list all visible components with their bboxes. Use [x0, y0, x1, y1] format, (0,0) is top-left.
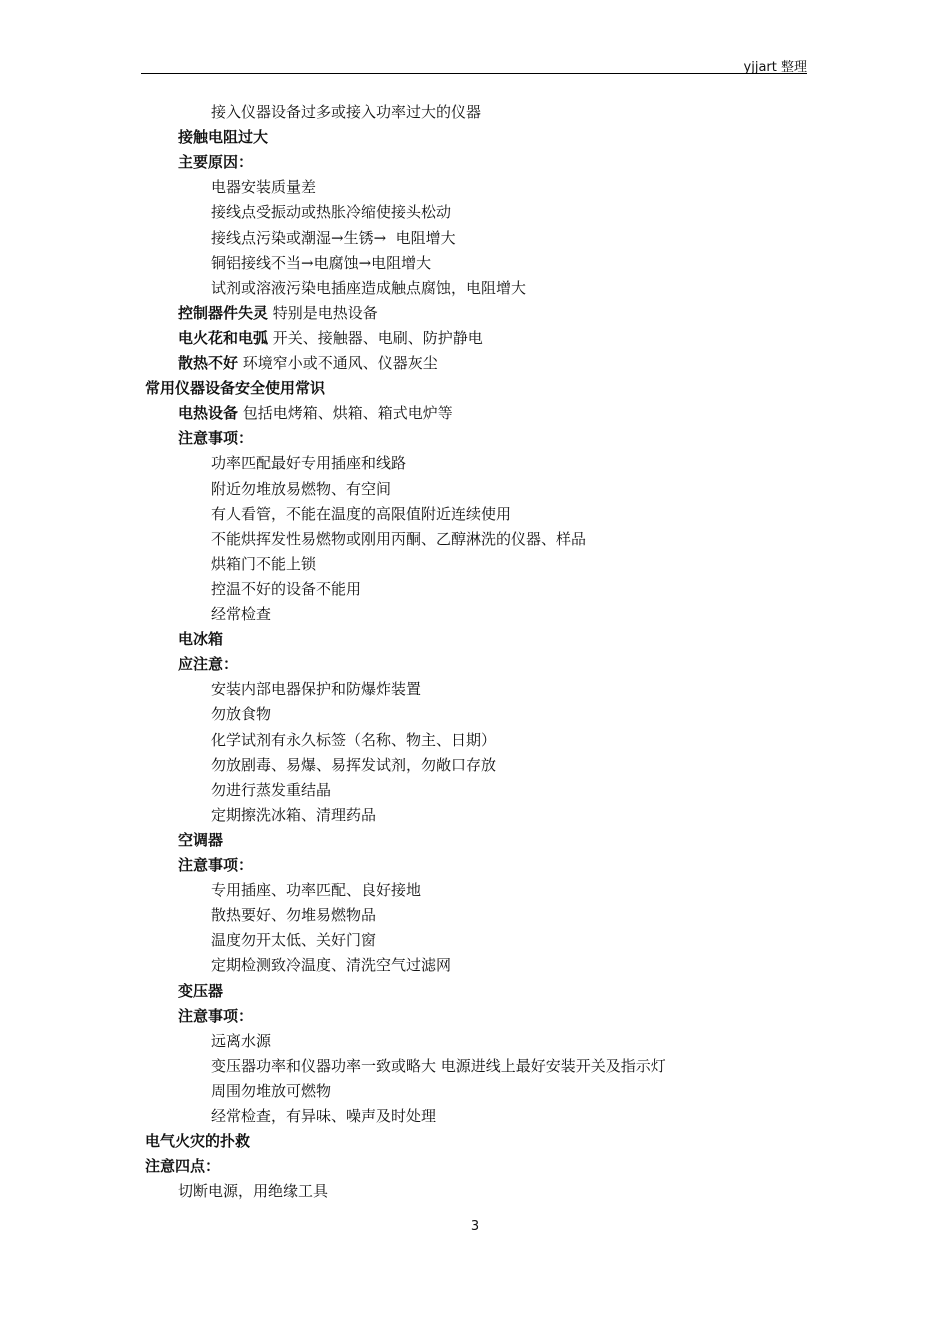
text-line [211, 577, 361, 602]
line-heading: 主要原因： [178, 153, 254, 172]
line-text: 周围勿堆放可燃物 [211, 1081, 332, 1100]
line-heading: 空调器 [178, 830, 224, 849]
text-line [211, 928, 376, 953]
text-line [178, 652, 238, 677]
text-line [178, 351, 438, 376]
text-line [178, 150, 253, 175]
line-heading: 散热不好 [178, 354, 239, 372]
text-line [211, 100, 481, 125]
text-line [178, 828, 223, 853]
line-text: 勿放剧毒、易爆、易挥发试剂，勿敞口存放 [211, 755, 497, 774]
line-text: 安装内部电器保护和防爆炸装置 [211, 680, 422, 699]
page-number: 3 [470, 1219, 480, 1234]
line-heading: 接触电阻过大 [178, 128, 269, 147]
line-heading: 变压器 [178, 981, 224, 1000]
text-line [211, 200, 451, 225]
text-line [211, 602, 271, 627]
line-text: 电器安装质量差 [211, 178, 317, 197]
line-text: 接入仪器设备过多或接入功率过大的仪器 [211, 103, 482, 121]
text-line [211, 226, 456, 251]
line-heading: 注意四点： [145, 1157, 221, 1176]
text-line [211, 1104, 436, 1129]
text-line [211, 953, 451, 978]
text-line [178, 1179, 328, 1204]
text-line [211, 778, 331, 803]
line-heading: 应注意： [178, 655, 239, 674]
text-line [178, 627, 223, 652]
text-line [178, 301, 378, 326]
line-text: 环境窄小或不通风、仪器灰尘 [238, 354, 438, 372]
text-line [145, 1154, 220, 1179]
line-text: 包括电烤箱、烘箱、箱式电炉等 [238, 404, 453, 423]
text-line [178, 326, 483, 351]
line-text: 不能烘挥发性易燃物或刚用丙酮、乙醇淋洗的仪器、样品 [211, 529, 587, 548]
line-text: 化学试剂有永久标签（名称、物主、日期） [211, 730, 497, 749]
text-line [178, 853, 253, 878]
text-line [211, 527, 586, 552]
line-heading: 常用仪器设备安全使用常识 [145, 379, 326, 398]
line-text: 有人看管，不能在温度的高限值附近连续使用 [211, 504, 512, 523]
text-line [211, 276, 526, 301]
line-text: 定期擦洗冰箱、清理药品 [211, 805, 377, 824]
line-text: 专用插座、功率匹配、良好接地 [211, 881, 422, 900]
line-heading: 注意事项： [178, 856, 254, 874]
line-text: 特别是电热设备 [268, 303, 378, 322]
line-text: 开关、接触器、电刷、防护静电 [268, 328, 483, 347]
text-line [211, 677, 421, 702]
line-text: 定期检测致冷温度、清洗空气过滤网 [211, 956, 452, 975]
text-line [211, 903, 376, 928]
text-line [211, 451, 406, 476]
text-line [211, 175, 316, 200]
line-text: 功率匹配最好专用插座和线路 [211, 454, 407, 473]
text-line [178, 979, 223, 1004]
text-line [211, 552, 316, 577]
line-heading: 电火花和电弧 [178, 328, 269, 347]
line-text: 散热要好、勿堆易燃物品 [211, 906, 377, 925]
line-text: 铜铝接线不当→电腐蚀→电阻增大 [211, 253, 432, 272]
text-line [145, 1129, 250, 1154]
line-text: 勿放食物 [211, 705, 272, 724]
line-text: 试剂或溶液污染电插座造成触点腐蚀，电阻增大 [211, 278, 527, 297]
line-heading: 电气火灾的扑救 [145, 1132, 251, 1151]
text-line [211, 753, 496, 778]
text-line [178, 125, 268, 150]
line-text: 温度勿开太低、关好门窗 [211, 931, 377, 950]
text-line [211, 1054, 666, 1079]
line-text: 变压器功率和仪器功率一致或略大 电源进线上最好安装开关及指示灯 [211, 1056, 666, 1075]
text-line [211, 477, 391, 502]
line-text: 远离水源 [211, 1031, 272, 1050]
text-line [178, 426, 253, 451]
text-line [211, 878, 421, 903]
line-text: 接线点污染或潮湿→生锈→ 电阻增大 [211, 228, 456, 247]
line-text: 附近勿堆放易燃物、有空间 [211, 479, 392, 498]
text-line [211, 251, 431, 276]
line-text: 经常检查，有异味、噪声及时处理 [211, 1107, 437, 1125]
line-text: 经常检查 [211, 605, 272, 623]
text-line [178, 1004, 253, 1029]
header-text: yjjart 整理 [743, 60, 807, 75]
text-line [211, 1029, 271, 1054]
text-line [211, 702, 271, 727]
line-heading: 控制器件失灵 [178, 303, 269, 322]
line-text: 切断电源，用绝缘工具 [178, 1182, 329, 1201]
text-line [145, 376, 325, 401]
line-text: 烘箱门不能上锁 [211, 554, 317, 573]
line-heading: 电冰箱 [178, 630, 224, 649]
line-heading: 电热设备 [178, 404, 239, 423]
text-line [211, 803, 376, 828]
line-text: 控温不好的设备不能用 [211, 579, 362, 598]
text-line [211, 1079, 331, 1104]
text-line [178, 401, 453, 426]
line-text: 接线点受振动或热胀冷缩使接头松动 [211, 203, 452, 222]
text-line [211, 502, 511, 527]
line-text: 勿进行蒸发重结晶 [211, 780, 332, 799]
line-heading: 注意事项： [178, 1006, 254, 1025]
header-rule [141, 73, 807, 74]
line-heading: 注意事项： [178, 429, 254, 448]
text-line [211, 728, 496, 753]
